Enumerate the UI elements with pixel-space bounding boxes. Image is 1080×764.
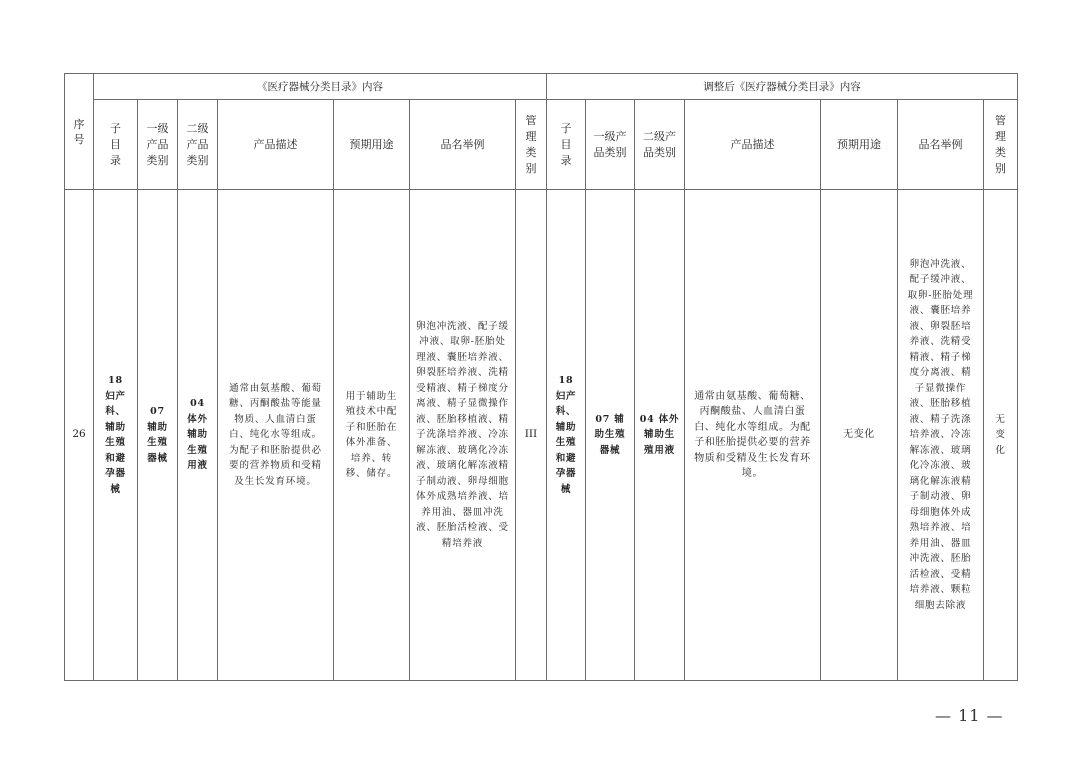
catalog-table: [64, 73, 1018, 681]
adjusted-description: 通常由氨基酸、葡萄糖、丙酮酸盐、人血清白蛋白、纯化水等组成。为配子和胚胎提供必要的营养物质和受精及生长发育环境。: [685, 190, 821, 681]
header-adjusted-level2: 二级产品类别: [635, 100, 685, 190]
original-intended-use: 用于辅助生殖技术中配子和胚胎在体外准备、培养、转移、储存。: [334, 190, 410, 681]
header-adjusted-intended-use: 预期用途: [821, 100, 898, 190]
adjusted-subdirectory: 18 妇产科、辅助生殖和避孕器械: [547, 190, 586, 681]
original-class: III: [516, 190, 547, 681]
page-number: — 11 —: [935, 706, 1004, 725]
header-adjusted-examples: 品名举例: [898, 100, 984, 190]
header-adjusted-subdirectory: 子目录: [547, 100, 586, 190]
row-no: 26: [65, 190, 94, 681]
header-original-intended-use: 预期用途: [334, 100, 410, 190]
adjusted-intended-use: 无变化: [821, 190, 898, 681]
adjusted-level1: 07 辅助生殖器械: [586, 190, 635, 681]
header-adjusted-description: 产品描述: [685, 100, 821, 190]
header-original-examples: 品名举例: [410, 100, 516, 190]
header-adjusted-level1: 一级产品类别: [586, 100, 635, 190]
adjusted-level2: 04 体外辅助生殖用液: [635, 190, 685, 681]
original-description: 通常由氨基酸、葡萄糖、丙酮酸盐等能量物质、人血清白蛋白、纯化水等组成。为配子和胚胎提供必要的营养物质和受精及生长发育环境。: [218, 190, 334, 681]
table-row: [65, 190, 1018, 681]
header-original-level2: 二级产品类别: [178, 100, 218, 190]
header-original-description: 产品描述: [218, 100, 334, 190]
original-subdirectory: 18 妇产科、辅助生殖和避孕器械: [94, 190, 138, 681]
header-original-group: 《医疗器械分类目录》内容: [94, 74, 547, 100]
original-level1: 07 辅助生殖器械: [138, 190, 178, 681]
original-examples: 卵泡冲洗液、配子缓冲液、取卵-胚胎处理液、囊胚培养液、卵裂胚培养液、洗精受精液、精子梯度分离液、精子显微操作液、胚胎移植液、精子洗涤培养液、冷冻解冻液、玻璃化冷冻液、玻璃化解冻液精子制动液、卵母细胞体外成熟培养液、培养用油、器皿冲洗液、胚胎活检液、受精培养液: [410, 190, 516, 681]
header-no: 序号: [65, 74, 94, 190]
original-level2: 04 体外辅助生殖用液: [178, 190, 218, 681]
group-header-row: [65, 74, 1018, 100]
column-header-row: [65, 100, 1018, 190]
adjusted-class: 无变化: [984, 190, 1018, 681]
header-original-class: 管理类别: [516, 100, 547, 190]
header-adjusted-group: 调整后《医疗器械分类目录》内容: [547, 74, 1018, 100]
adjusted-examples: 卵泡冲洗液、配子缓冲液、取卵-胚胎处理液、囊胚培养液、卵裂胚培养液、洗精受精液、精子梯度分离液、精子显微操作液、胚胎移植液、精子洗涤培养液、冷冻解冻液、玻璃化冷冻液、玻璃化解冻液精子制动液、卵母细胞体外成熟培养液、培养用油、器皿冲洗液、胚胎活检液、受精培养液、颗粒细胞去除液: [898, 190, 984, 681]
header-original-subdirectory: 子目录: [94, 100, 138, 190]
header-original-level1: 一级产品类别: [138, 100, 178, 190]
header-adjusted-class: 管理类别: [984, 100, 1018, 190]
